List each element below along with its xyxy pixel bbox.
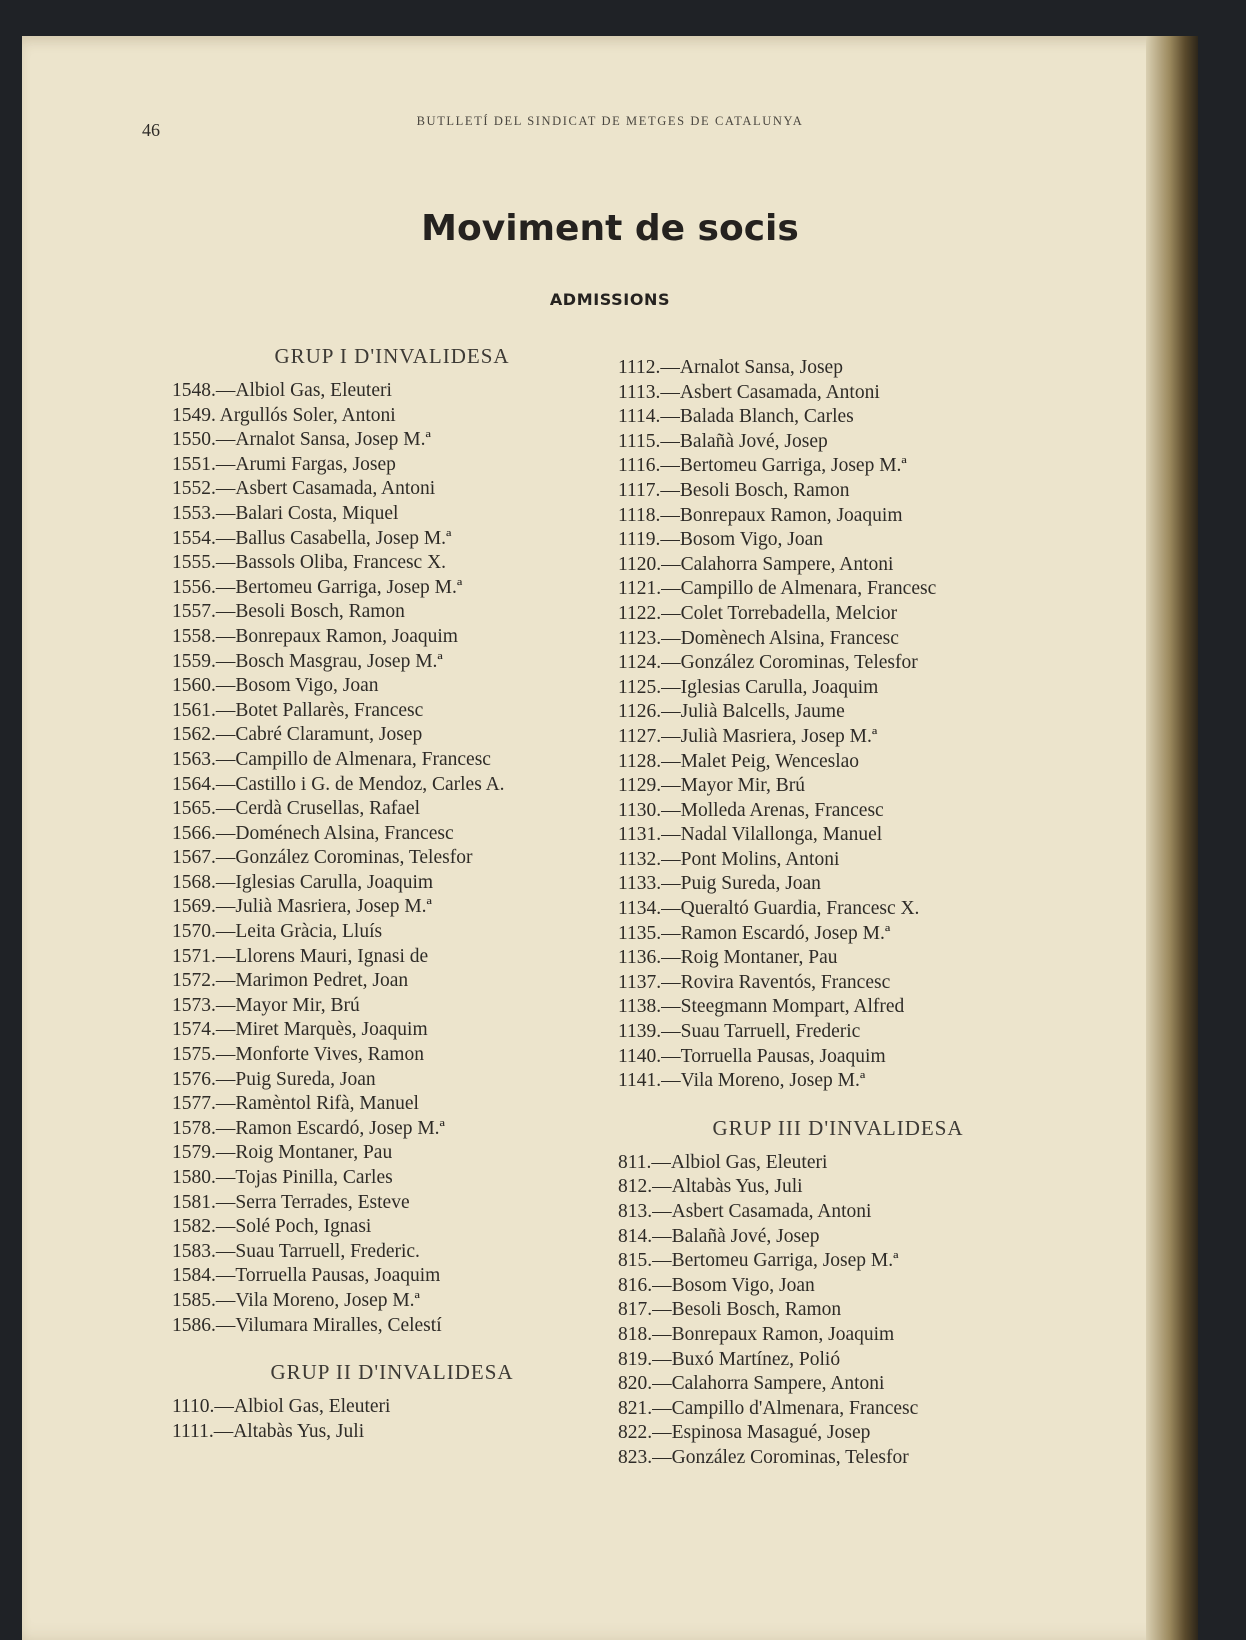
- group-3-heading: GRUP III D'INVALIDESA: [712, 1115, 964, 1140]
- list-item: 1129.—Mayor Mir, Brú: [618, 775, 805, 797]
- list-item: 1565.—Cerdà Crusellas, Rafael: [172, 798, 421, 820]
- right-column: [618, 356, 1058, 1471]
- list-item: 1120.—Calahorra Sampere, Antoni: [618, 553, 894, 575]
- list-item: 1131.—Nadal Vilallonga, Manuel: [618, 824, 883, 846]
- group-1-list: [172, 379, 612, 1338]
- list-item: 1136.—Roig Montaner, Pau: [618, 947, 838, 969]
- section-spacer: [172, 1338, 612, 1352]
- section-subtitle: ADMISSIONS: [549, 290, 671, 309]
- list-item: 817.—Besoli Bosch, Ramon: [618, 1299, 842, 1321]
- list-item: 1585.—Vila Moreno, Josep M.ª: [172, 1289, 420, 1311]
- page-number: 46: [142, 120, 160, 140]
- list-item: 1130.—Molleda Arenas, Francesc: [618, 799, 884, 821]
- list-item: 815.—Bertomeu Garriga, Josep M.ª: [618, 1250, 899, 1272]
- list-item: 1559.—Bosch Masgrau, Josep M.ª: [172, 650, 443, 672]
- list-item: 1556.—Bertomeu Garriga, Josep M.ª: [172, 576, 463, 598]
- list-item: 821.—Campillo d'Almenara, Francesc: [618, 1397, 919, 1419]
- group-1-heading: GRUP I D'INVALIDESA: [274, 344, 510, 368]
- list-item: 1576.—Puig Sureda, Joan: [172, 1068, 376, 1090]
- list-item: 1552.—Asbert Casamada, Antoni: [172, 478, 436, 500]
- list-item: 1572.—Marimon Pedret, Joan: [172, 970, 409, 992]
- list-item: 1581.—Serra Terrades, Esteve: [172, 1191, 410, 1213]
- list-item: 819.—Buxó Martínez, Polió: [618, 1348, 841, 1370]
- list-item: 1115.—Balañà Jové, Josep: [618, 430, 828, 452]
- list-item: 1577.—Ramèntol Rifà, Manuel: [172, 1093, 419, 1115]
- list-item: 1584.—Torruella Pausas, Joaquim: [172, 1265, 441, 1287]
- list-item: 1132.—Pont Molins, Antoni: [618, 848, 840, 870]
- left-column: [172, 336, 612, 1444]
- list-item: 1586.—Vilumara Miralles, Celestí: [172, 1314, 442, 1336]
- list-item: 1570.—Leita Gràcia, Lluís: [172, 921, 383, 943]
- list-item: 1580.—Tojas Pinilla, Carles: [172, 1167, 393, 1188]
- list-item: 1563.—Campillo de Almenara, Francesc: [172, 748, 491, 770]
- list-item: 1564.—Castillo i G. de Mendoz, Carles A.: [172, 773, 505, 795]
- list-item: 1575.—Monforte Vives, Ramon: [172, 1044, 424, 1066]
- group-2-list-start: [172, 1395, 612, 1444]
- list-item: 1117.—Besoli Bosch, Ramon: [618, 479, 850, 501]
- list-item: 818.—Bonrepaux Ramon, Joaquim: [618, 1323, 895, 1345]
- document-page: [22, 36, 1198, 1640]
- list-item: 1118.—Bonrepaux Ramon, Joaquim: [618, 504, 903, 526]
- list-item: 814.—Balañà Jové, Josep: [618, 1225, 820, 1247]
- list-item: 1573.—Mayor Mir, Brú: [172, 994, 360, 1016]
- list-item: 1569.—Julià Masriera, Josep M.ª: [172, 896, 432, 918]
- list-item: 1119.—Bosom Vigo, Joan: [618, 529, 824, 551]
- list-item: 1125.—Iglesias Carulla, Joaquim: [618, 676, 879, 698]
- list-item: 1558.—Bonrepaux Ramon, Joaquim: [172, 625, 458, 647]
- list-item: 1137.—Rovira Raventós, Francesc: [618, 971, 891, 993]
- book-spine-shadow: [1146, 36, 1198, 1640]
- list-item: 1128.—Malet Peig, Wenceslao: [618, 750, 860, 772]
- list-item: 1124.—González Corominas, Telesfor: [618, 652, 918, 674]
- list-item: 1138.—Steegmann Mompart, Alfred: [618, 996, 905, 1018]
- list-item: 1561.—Botet Pallarès, Francesc: [172, 699, 424, 721]
- list-item: 1111.—Altabàs Yus, Juli: [172, 1420, 365, 1442]
- list-item: 1557.—Besoli Bosch, Ramon: [172, 601, 405, 623]
- list-item: 1566.—Doménech Alsina, Francesc: [172, 822, 454, 844]
- list-item: 1121.—Campillo de Almenara, Francesc: [618, 578, 937, 600]
- list-item: 1583.—Suau Tarruell, Frederic.: [172, 1240, 420, 1262]
- running-header: BUTLLETÍ DEL SINDICAT DE METGES DE CATALUNYA: [416, 114, 804, 128]
- list-item: 1123.—Domènech Alsina, Francesc: [618, 627, 899, 649]
- list-item: 1549. Argullós Soler, Antoni: [172, 404, 396, 426]
- page-title: Moviment de socis: [421, 208, 799, 249]
- list-item: 1562.—Cabré Claramunt, Josep: [172, 724, 423, 746]
- section-spacer: [618, 1094, 1058, 1108]
- list-item: 1560.—Bosom Vigo, Joan: [172, 675, 379, 697]
- list-item: 811.—Albiol Gas, Eleuteri: [618, 1151, 828, 1173]
- list-item: 1135.—Ramon Escardó, Josep M.ª: [618, 922, 891, 944]
- group-2-list-continued: [618, 356, 1058, 1094]
- list-item: 1110.—Albiol Gas, Eleuteri: [172, 1396, 391, 1418]
- list-item: 1582.—Solé Poch, Ignasi: [172, 1216, 372, 1238]
- list-item: 1554.—Ballus Casabella, Josep M.ª: [172, 527, 452, 549]
- group-2-heading: GRUP II D'INVALIDESA: [270, 1360, 514, 1385]
- list-item: 823.—González Corominas, Telesfor: [618, 1446, 909, 1468]
- list-item: 1550.—Arnalot Sansa, Josep M.ª: [172, 429, 431, 451]
- list-item: 1551.—Arumi Fargas, Josep: [172, 453, 396, 475]
- group-3-list: [618, 1151, 1058, 1471]
- list-item: 1126.—Julià Balcells, Jaume: [618, 701, 845, 723]
- list-item: 816.—Bosom Vigo, Joan: [618, 1274, 815, 1296]
- list-item: 1141.—Vila Moreno, Josep M.ª: [618, 1070, 866, 1092]
- list-item: 1139.—Suau Tarruell, Frederic: [618, 1021, 861, 1043]
- list-item: 1553.—Balari Costa, Miquel: [172, 502, 399, 524]
- list-item: 1555.—Bassols Oliba, Francesc X.: [172, 552, 447, 574]
- list-item: 1568.—Iglesias Carulla, Joaquim: [172, 871, 434, 893]
- list-item: 822.—Espinosa Masagué, Josep: [618, 1422, 871, 1444]
- list-item: 1567.—González Corominas, Telesfor: [172, 847, 473, 869]
- list-item: 1133.—Puig Sureda, Joan: [618, 873, 821, 895]
- list-item: 1113.—Asbert Casamada, Antoni: [618, 381, 880, 403]
- list-item: 1574.—Miret Marquès, Joaquim: [172, 1019, 428, 1041]
- list-item: 1140.—Torruella Pausas, Joaquim: [618, 1045, 886, 1067]
- list-item: 1571.—Llorens Mauri, Ignasi de: [172, 945, 429, 967]
- list-item: 1127.—Julià Masriera, Josep M.ª: [618, 725, 878, 747]
- list-item: 1579.—Roig Montaner, Pau: [172, 1142, 393, 1164]
- list-item: 1112.—Arnalot Sansa, Josep: [618, 357, 843, 378]
- list-item: 812.—Altabàs Yus, Juli: [618, 1176, 803, 1198]
- list-item: 1116.—Bertomeu Garriga, Josep M.ª: [618, 455, 907, 477]
- list-item: 1578.—Ramon Escardó, Josep M.ª: [172, 1117, 445, 1139]
- list-item: 1548.—Albiol Gas, Eleuteri: [172, 380, 392, 401]
- list-item: 1114.—Balada Blanch, Carles: [618, 406, 854, 428]
- list-item: 1134.—Queraltó Guardia, Francesc X.: [618, 898, 920, 920]
- list-item: 1122.—Colet Torrebadella, Melcior: [618, 602, 898, 624]
- list-item: 813.—Asbert Casamada, Antoni: [618, 1201, 872, 1222]
- list-item: 820.—Calahorra Sampere, Antoni: [618, 1373, 885, 1395]
